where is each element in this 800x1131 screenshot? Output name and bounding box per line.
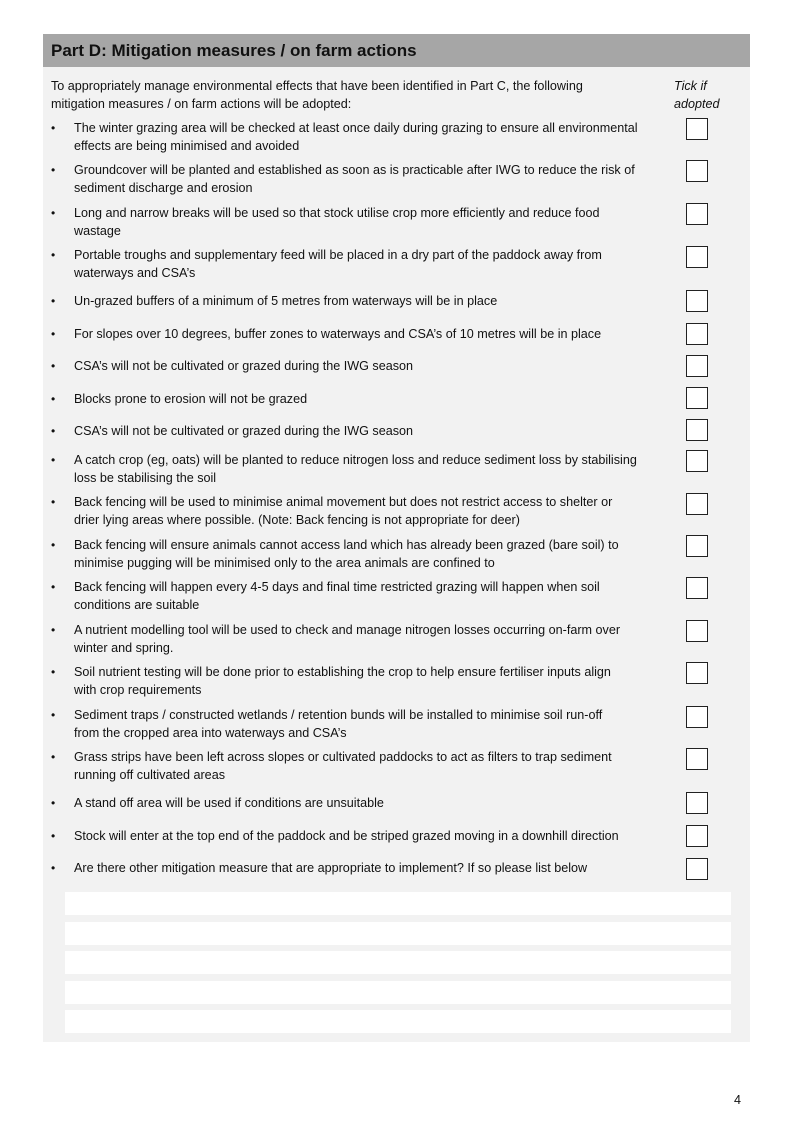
- adopt-checkbox[interactable]: [686, 323, 708, 345]
- mitigation-panel: [43, 34, 750, 1042]
- measure-text: Portable troughs and supplementary feed will be placed in a dry part of the paddock away from waterways and CSA’s: [74, 248, 602, 280]
- tick-header-line-2: adopted: [674, 97, 720, 111]
- measure-text: For slopes over 10 degrees, buffer zones to waterways and CSA’s of 10 metres will be in place: [74, 327, 602, 341]
- bullet-icon: •: [51, 424, 56, 438]
- intro-line-2: mitigation measures / on farm actions will be adopted:: [51, 97, 352, 111]
- adopt-checkbox[interactable]: [686, 577, 708, 599]
- bullet-icon: •: [51, 392, 56, 406]
- tick-header-line-1: Tick if: [674, 79, 707, 93]
- other-measure-line[interactable]: [65, 922, 731, 945]
- adopt-checkbox[interactable]: [686, 160, 708, 182]
- bullet-icon: •: [51, 623, 56, 637]
- measure-text: A nutrient modelling tool will be used to check and manage nitrogen losses occurring on-farm over winter and spring.: [74, 623, 621, 655]
- measure-text: Grass strips have been left across slopes or cultivated paddocks to act as filters to trap sediment running off cultivated areas: [74, 750, 612, 782]
- measure-text: Long and narrow breaks will be used so that stock utilise crop more efficiently and reduce food wastage: [74, 206, 600, 238]
- adopt-checkbox[interactable]: [686, 706, 708, 728]
- page-number: 4: [734, 1093, 742, 1107]
- adopt-checkbox[interactable]: [686, 493, 708, 515]
- bullet-icon: •: [51, 206, 56, 220]
- other-measure-line[interactable]: [65, 1010, 731, 1033]
- other-measure-line[interactable]: [65, 892, 731, 915]
- measure-text: Back fencing will happen every 4-5 days and final time restricted grazing will happen when soil conditions are suitable: [74, 580, 600, 612]
- adopt-checkbox[interactable]: [686, 858, 708, 880]
- bullet-icon: •: [51, 453, 56, 467]
- adopt-checkbox[interactable]: [686, 118, 708, 140]
- measure-text: A catch crop (eg, oats) will be planted to reduce nitrogen loss and reduce sediment loss by stabilising loss be stabilising the soil: [74, 453, 637, 485]
- bullet-icon: •: [51, 327, 56, 341]
- adopt-checkbox[interactable]: [686, 535, 708, 557]
- bullet-icon: •: [51, 665, 56, 679]
- measure-text: Back fencing will ensure animals cannot access land which has already been grazed (bare soil) to minimise pugging will be minimised only to the area animals are confined to: [74, 538, 619, 570]
- intro-line-1: To appropriately manage environmental effects that have been identified in Part C, the following: [51, 79, 583, 93]
- adopt-checkbox[interactable]: [686, 748, 708, 770]
- other-measure-line[interactable]: [65, 981, 731, 1004]
- adopt-checkbox[interactable]: [686, 620, 708, 642]
- measure-text: CSA’s will not be cultivated or grazed during the IWG season: [74, 359, 414, 373]
- intro-text: [51, 77, 651, 113]
- section-header: [43, 34, 750, 67]
- bullet-icon: •: [51, 829, 56, 843]
- measure-text: CSA’s will not be cultivated or grazed during the IWG season: [74, 424, 414, 438]
- bullet-icon: •: [51, 359, 56, 373]
- adopt-checkbox[interactable]: [686, 203, 708, 225]
- adopt-checkbox[interactable]: [686, 792, 708, 814]
- bullet-icon: •: [51, 294, 56, 308]
- bullet-icon: •: [51, 538, 56, 552]
- other-measure-line[interactable]: [65, 951, 731, 974]
- adopt-checkbox[interactable]: [686, 450, 708, 472]
- section-title: Part D: Mitigation measures / on farm actions: [51, 41, 417, 60]
- bullet-icon: •: [51, 495, 56, 509]
- bullet-icon: •: [51, 580, 56, 594]
- adopt-checkbox[interactable]: [686, 387, 708, 409]
- bullet-icon: •: [51, 248, 56, 262]
- adopt-checkbox[interactable]: [686, 662, 708, 684]
- bullet-icon: •: [51, 708, 56, 722]
- adopt-checkbox[interactable]: [686, 246, 708, 268]
- measure-text: Groundcover will be planted and established as soon as is practicable after IWG to reduce the risk of sediment discharge and erosion: [74, 163, 635, 195]
- measure-text: Sediment traps / constructed wetlands / retention bunds will be installed to minimise soil run-off from the cropped area into waterways and CSA’s: [74, 708, 603, 740]
- measure-text: Soil nutrient testing will be done prior to establishing the crop to help ensure fertiliser inputs align with crop requirements: [74, 665, 611, 697]
- tick-column-header: [674, 77, 720, 113]
- bullet-icon: •: [51, 796, 56, 810]
- measure-text: A stand off area will be used if conditions are unsuitable: [74, 796, 384, 810]
- bullet-icon: •: [51, 861, 56, 875]
- measure-text: Blocks prone to erosion will not be grazed: [74, 392, 308, 406]
- measure-text: Stock will enter at the top end of the paddock and be striped grazed moving in a downhill direction: [74, 829, 619, 843]
- measure-text: Un-grazed buffers of a minimum of 5 metres from waterways will be in place: [74, 294, 498, 308]
- measure-text: Back fencing will be used to minimise animal movement but does not restrict access to shelter or drier lying areas where possible. (Note: Back fencing is not appropriate for deer): [74, 495, 613, 527]
- adopt-checkbox[interactable]: [686, 355, 708, 377]
- measure-text: The winter grazing area will be checked at least once daily during grazing to ensure all environmental effects are being minimised and avoided: [74, 121, 638, 153]
- adopt-checkbox[interactable]: [686, 419, 708, 441]
- measure-text: Are there other mitigation measure that are appropriate to implement? If so please list below: [74, 861, 588, 875]
- bullet-icon: •: [51, 163, 56, 177]
- bullet-icon: •: [51, 121, 56, 135]
- bullet-icon: •: [51, 750, 56, 764]
- adopt-checkbox[interactable]: [686, 825, 708, 847]
- adopt-checkbox[interactable]: [686, 290, 708, 312]
